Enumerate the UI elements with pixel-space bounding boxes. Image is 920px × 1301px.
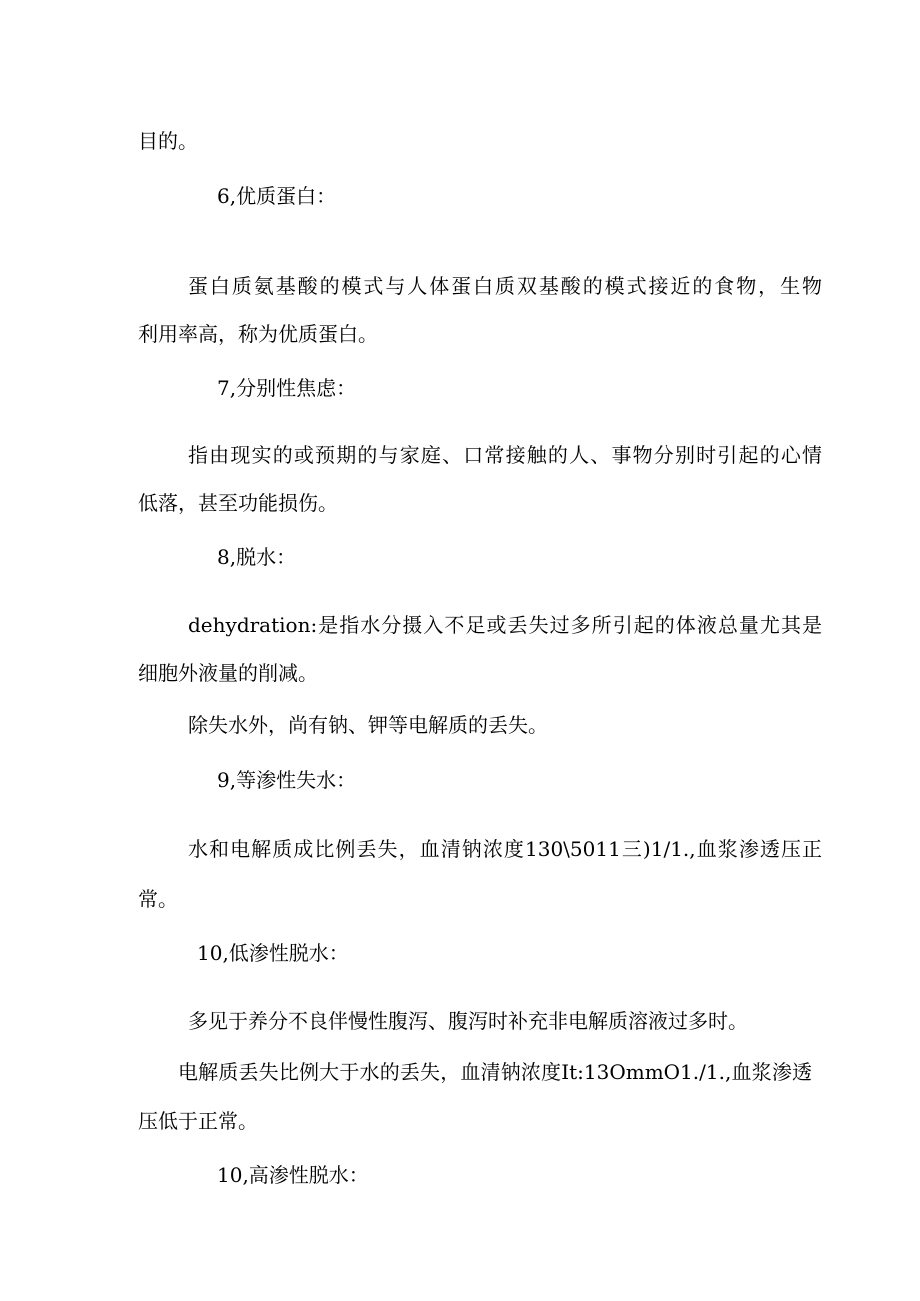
text-line: 电解质丢失比例大于水的丢失，血清钠浓度It:13OmmO1./1.,血浆渗透 (178, 1060, 812, 1084)
text-line: 压低于正常。 (138, 1109, 258, 1133)
text-line: 多见于养分不良伴慢性腹泻、腹泻时补充非电解质溶液过多时。 (188, 1009, 748, 1033)
section-heading: 9,等渗性失水： (217, 768, 357, 792)
section-heading: 10,高渗性脱水： (217, 1163, 369, 1187)
text-line: 低落，甚至功能损伤。 (138, 491, 338, 515)
section-heading: 8,脱水： (217, 545, 297, 569)
section-heading: 6,优质蛋白： (217, 184, 337, 208)
section-heading: 7,分别性焦虑： (217, 376, 357, 400)
text-line: 细胞外液量的削减。 (138, 661, 318, 685)
text-line: 常。 (138, 887, 178, 911)
text-line: 除失水外，尚有钠、钾等电解质的丢失。 (188, 713, 548, 737)
section-heading: 10,低渗性脱水： (197, 941, 349, 965)
text-line: 水和电解质成比例丢失，血清钠浓度130\5011三)1/1.,血浆渗透压正 (188, 837, 822, 861)
text-line: 利用率高，称为优质蛋白。 (138, 322, 378, 346)
text-line: 蛋白质氨基酸的模式与人体蛋白质双基酸的模式接近的食物，生物 (188, 274, 822, 298)
text-line: dehydration:是指水分摄入不足或丢失过多所引起的体液总量尤其是 (188, 613, 822, 637)
text-line: 目的。 (138, 129, 198, 153)
text-line: 指由现实的或预期的与家庭、口常接触的人、事物分别时引起的心情 (188, 443, 822, 467)
